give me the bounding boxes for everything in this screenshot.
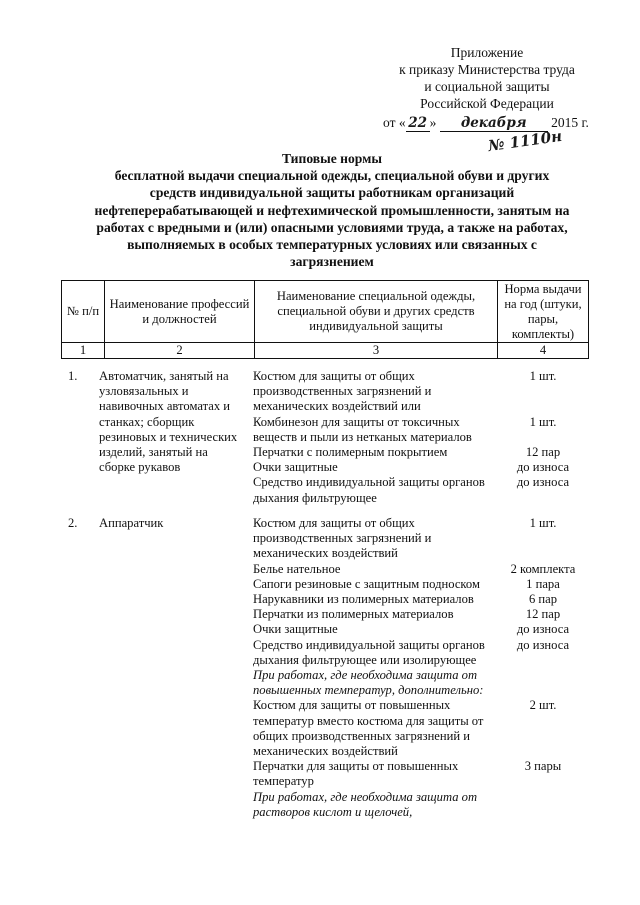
equipment-name: Средство индивидуальной защиты органов дыхания фильтрующее — [253, 475, 485, 505]
equipment-name: Перчатки с полимерным покрытием — [253, 445, 448, 460]
header-col-profession: Наименование профессий и должностей — [105, 281, 255, 343]
appendix-line: и социальной защиты — [424, 79, 550, 94]
header-col-norm: Норма выдачи на год (штуки, пары, комплекты) — [498, 281, 589, 343]
equipment-item — [253, 414, 557, 445]
equipment-name: Белье нательное — [253, 561, 341, 576]
equipment-list — [253, 516, 576, 820]
equipment-norm: 12 пар — [525, 445, 561, 460]
date-year: 2015 г. — [551, 115, 589, 130]
equipment-list — [253, 369, 570, 506]
title-line: нефтеперерабатывающей и нефтехимической промышленности, занятым на — [94, 202, 570, 218]
equipment-name: Очки защитные — [253, 622, 338, 637]
title-line: бесплатной выдачи специальной одежды, специальной обуви и других — [114, 168, 550, 184]
equipment-item — [253, 369, 557, 415]
appendix-block — [372, 44, 602, 112]
equipment-note-text: При работах, где необходима защита от повышенных температур, дополнительно: — [253, 668, 484, 698]
date-quote: » — [429, 115, 437, 130]
equipment-norm: 1 шт. — [529, 369, 557, 383]
equipment-norm: 1 пара — [526, 576, 560, 591]
equipment-name: Перчатки для защиты от повышенных температур — [253, 759, 459, 789]
equipment-item — [253, 637, 570, 668]
equipment-norm: 1 шт. — [529, 414, 557, 429]
equipment-norm: до износа — [516, 622, 570, 637]
title-line: загрязнением — [290, 254, 374, 270]
row-number: 1. — [68, 369, 78, 383]
header-index: 3 — [255, 343, 498, 359]
profession-name: Аппаратчик — [99, 516, 164, 530]
equipment-item — [253, 622, 570, 637]
equipment-item — [253, 576, 560, 592]
header-col-number: № п/п — [62, 281, 105, 343]
norms-table-header — [61, 280, 589, 359]
equipment-note — [253, 668, 493, 698]
equipment-item — [253, 445, 561, 460]
equipment-item — [253, 759, 562, 789]
equipment-name: Очки защитные — [253, 460, 338, 475]
equipment-note-text: При работах, где необходима защита от растворов кислот и щелочей, — [253, 789, 478, 819]
appendix-line: к приказу Министерства труда — [399, 62, 575, 77]
equipment-norm: 12 пар — [525, 607, 561, 622]
equipment-norm: до износа — [516, 637, 570, 652]
appendix-line: Российской Федерации — [420, 96, 554, 111]
equipment-name: Комбинезон для защиты от токсичных веществ и пыли из нетканых материалов — [253, 414, 472, 444]
equipment-name: Перчатки из полимерных материалов — [253, 607, 454, 622]
title-line: выполняемых в особых температурных условиях или связанных с — [127, 237, 537, 253]
header-index: 4 — [498, 343, 589, 359]
title-line: работах с вредными и (или) опасными условиями труда, а также на работах, — [96, 219, 568, 235]
title-line: средств индивидуальной защиты работникам организаций — [149, 185, 515, 201]
order-number: № 1110н — [487, 126, 564, 156]
equipment-name: Костюм для защиты от общих производственных загрязнений и механических воздействий — [253, 516, 432, 561]
header-index: 2 — [105, 343, 255, 359]
equipment-note — [253, 790, 493, 820]
date-month: декабря — [440, 115, 548, 132]
equipment-norm: 6 пар — [528, 592, 558, 607]
document-title — [62, 150, 602, 270]
appendix-line: Приложение — [450, 45, 524, 60]
date-prefix: от « — [383, 115, 406, 130]
header-col-equipment: Наименование специальной одежды, специальной обуви и других средств индивидуальной защиты — [255, 281, 498, 343]
row-number: 2. — [68, 516, 78, 530]
equipment-name: Средство индивидуальной защиты органов дыхания фильтрующее или изолирующее — [253, 637, 485, 667]
equipment-name: Костюм для защиты от общих производственных загрязнений и механических воздействий или — [253, 369, 432, 414]
equipment-norm: 2 шт. — [529, 698, 557, 713]
equipment-norm: до износа — [516, 475, 570, 490]
equipment-item — [253, 516, 557, 562]
equipment-item — [253, 607, 561, 622]
equipment-item — [253, 475, 570, 505]
header-index: 1 — [62, 343, 105, 359]
equipment-name: Нарукавники из полимерных материалов — [253, 592, 474, 607]
equipment-name: Сапоги резиновые с защитным подноском — [253, 576, 480, 591]
equipment-item — [253, 561, 576, 577]
equipment-norm: 2 комплекта — [510, 561, 576, 576]
date-day: 22 — [406, 115, 430, 132]
equipment-item — [253, 698, 557, 759]
equipment-name: Костюм для защиты от повышенных температур вместо костюма для защиты от общих производственных загрязнений и механических воздействий — [253, 698, 484, 759]
title-line: Типовые нормы — [281, 151, 383, 166]
equipment-norm: 1 шт. — [529, 516, 557, 530]
profession-name: Автоматчик, занятый на узловязальных и навивочных автоматах и станках; сборщик резиновых и технических изделий, занятый на сборке рукавов — [99, 369, 238, 475]
equipment-item — [253, 592, 558, 607]
equipment-norm: до износа — [516, 460, 570, 475]
equipment-item — [253, 460, 570, 475]
equipment-norm: 3 пары — [524, 759, 562, 774]
